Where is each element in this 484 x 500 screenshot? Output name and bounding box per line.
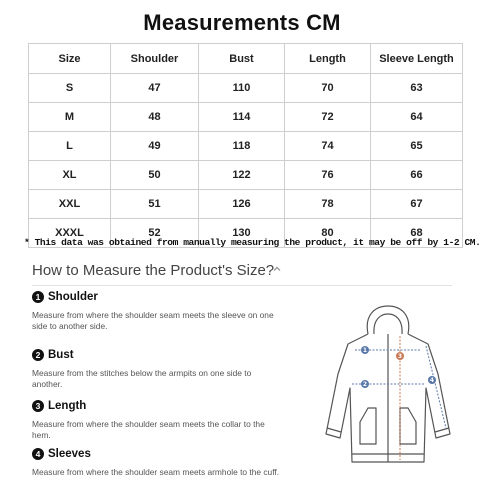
cell-size: M [29, 103, 111, 132]
section-shoulder [32, 291, 282, 332]
cell-bust: 126 [199, 190, 285, 219]
section-description: Measure from where the shoulder seam meets the sleeve on one side to another side. [32, 310, 274, 331]
chevron-up-icon[interactable] [272, 264, 282, 274]
section-title: Bust [48, 349, 74, 361]
cell-bust: 122 [199, 161, 285, 190]
marker-label: 1 [362, 347, 368, 355]
header-size: Size [29, 44, 111, 74]
table-header-row [29, 44, 463, 74]
cell-sleeve-length: 67 [371, 190, 463, 219]
cell-sleeve-length: 66 [371, 161, 463, 190]
cell-shoulder: 52 [111, 219, 199, 248]
cell-sleeve-length: 64 [371, 103, 463, 132]
section-title: Sleeves [48, 448, 91, 460]
table-row [29, 190, 463, 219]
header-bust: Bust [199, 44, 285, 74]
cell-length: 76 [285, 161, 371, 190]
section-description: Measure from the stitches below the armpits on one side to another. [32, 368, 252, 389]
section-title: Shoulder [48, 291, 98, 303]
cell-length: 74 [285, 132, 371, 161]
section-description: Measure from where the shoulder seam meets the collar to the hem. [32, 419, 265, 440]
size-table [28, 43, 463, 248]
cell-length: 70 [285, 74, 371, 103]
cell-shoulder: 47 [111, 74, 199, 103]
table-row [29, 132, 463, 161]
section-length [32, 400, 282, 441]
header-sleeve-length: Sleeve Length [371, 44, 463, 74]
marker-label: 3 [397, 353, 403, 361]
page-title: Measurements CM [143, 10, 341, 35]
cell-sleeve-length: 65 [371, 132, 463, 161]
cell-bust: 118 [199, 132, 285, 161]
cell-shoulder: 49 [111, 132, 199, 161]
number-badge: 2 [32, 349, 44, 361]
section-bust [32, 349, 282, 390]
cell-size: S [29, 74, 111, 103]
measurement-disclaimer: * This data was obtained from manually measuring the product, it may be off by 1-2 CM. [24, 237, 481, 248]
marker-label: 2 [362, 381, 368, 389]
cell-size: XXL [29, 190, 111, 219]
section-description: Measure from where the shoulder seam meets armhole to the cuff. [32, 467, 280, 477]
number-badge: 3 [32, 400, 44, 412]
cell-sleeve-length: 63 [371, 74, 463, 103]
cell-size: L [29, 132, 111, 161]
cell-bust: 110 [199, 74, 285, 103]
divider [32, 285, 452, 286]
cell-size: XXXL [29, 219, 111, 248]
hoodie-measurement-diagram [318, 304, 458, 469]
cell-bust: 114 [199, 103, 285, 132]
cell-size: XL [29, 161, 111, 190]
table-row [29, 103, 463, 132]
cell-length: 78 [285, 190, 371, 219]
number-badge: 4 [32, 448, 44, 460]
header-length: Length [285, 44, 371, 74]
cell-shoulder: 51 [111, 190, 199, 219]
number-badge: 1 [32, 291, 44, 303]
table-row [29, 74, 463, 103]
how-to-measure-heading: How to Measure the Product's Size? [32, 262, 275, 279]
cell-bust: 130 [199, 219, 285, 248]
table-row [29, 161, 463, 190]
cell-shoulder: 50 [111, 161, 199, 190]
cell-length: 72 [285, 103, 371, 132]
section-title: Length [48, 400, 87, 412]
section-sleeves [32, 448, 282, 478]
cell-length: 80 [285, 219, 371, 248]
cell-shoulder: 48 [111, 103, 199, 132]
cell-sleeve-length: 68 [371, 219, 463, 248]
marker-label: 4 [429, 377, 435, 385]
header-shoulder: Shoulder [111, 44, 199, 74]
